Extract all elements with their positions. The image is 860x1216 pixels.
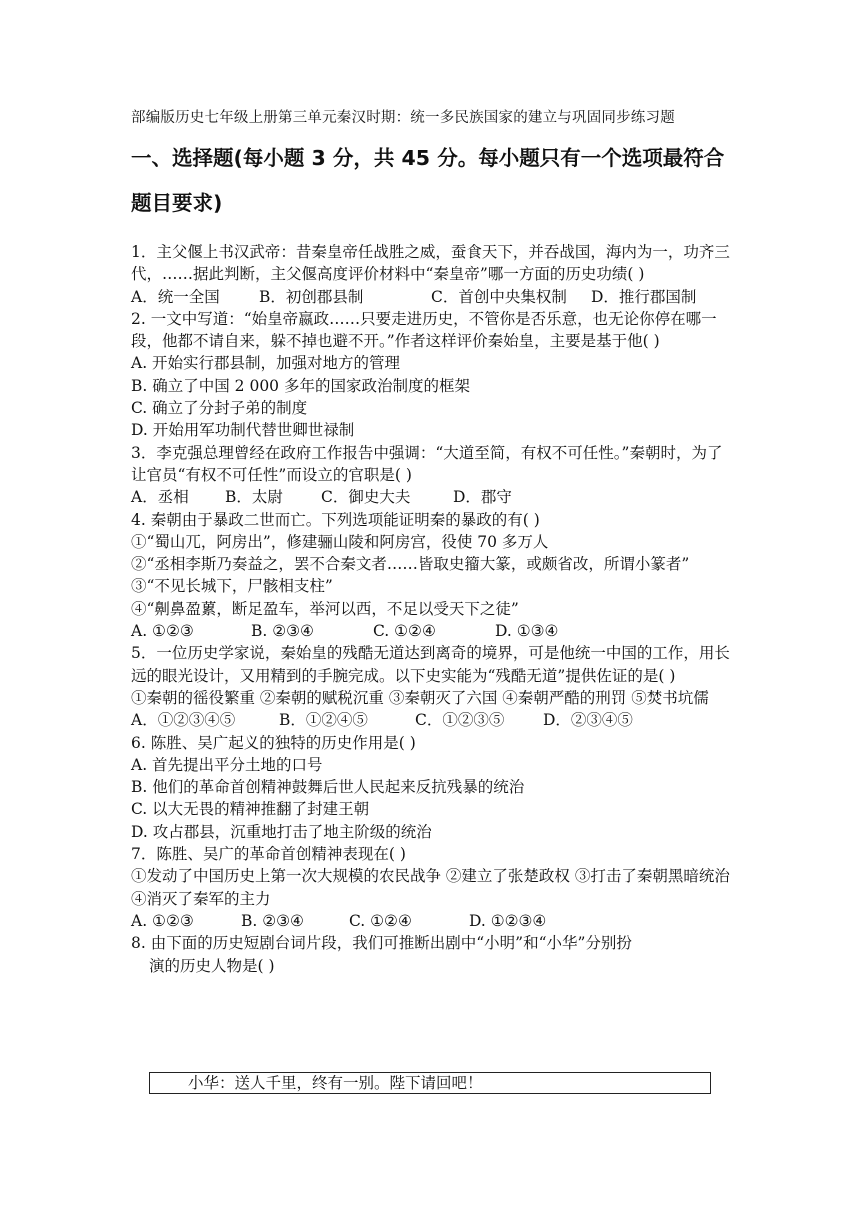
question-5-options	[131, 709, 733, 731]
question-4-options	[131, 620, 733, 642]
q4-option-b: B. ②③④	[251, 622, 314, 641]
q4-item-2: ②“丞相李斯乃奏益之，罢不合秦文者……皆取史籀大篆，或颇省改，所谓小篆者”	[131, 555, 690, 574]
q1-option-a: A．统一全国	[131, 287, 220, 306]
question-8-stem-line1: 8. 由下面的历史短剧台词片段，我们可推断出剧中“小明”和“小华”分别扮	[131, 934, 632, 953]
q3-option-a: A．丞相	[131, 488, 189, 507]
question-4-stem: 4. 秦朝由于暴政二世而亡。下列选项能证明秦的暴政的有( )	[131, 510, 540, 529]
question-7-stem: 7．陈胜、吴广的革命首创精神表现在( )	[131, 845, 406, 864]
q6-option-d: D. 攻占郡县，沉重地打击了地主阶级的统治	[131, 822, 432, 841]
q2-option-c: C. 确立了分封子弟的制度	[131, 399, 308, 418]
q4-item-3: ③“不见长城下，尸骸相支柱”	[131, 577, 333, 596]
q3-option-c: C．御史大夫	[321, 488, 411, 507]
question-3-options	[131, 486, 733, 508]
q5-option-d: D．②③④⑤	[543, 711, 633, 730]
q6-option-c: C. 以大无畏的精神推翻了封建王朝	[131, 800, 370, 819]
q5-option-b: B．①②④⑤	[279, 711, 368, 730]
document-title: 部编版历史七年级上册第三单元秦汉时期：统一多民族国家的建立与巩固同步练习题	[131, 110, 675, 126]
q4-item-1: ①“蜀山兀，阿房出”，修建骊山陵和阿房宫，役使 70 多万人	[131, 532, 549, 551]
q7-option-d: D. ①②③④	[469, 911, 547, 930]
q1-option-b: B．初创郡县制	[259, 287, 364, 306]
q4-item-4: ④“劓鼻盈蔂，断足盈车，举河以西，不足以受天下之徒”	[131, 599, 519, 618]
q6-option-a: A. 首先提出平分土地的口号	[131, 755, 323, 774]
q8-script-quote: 小华：送人千里，终有一别。陛下请回吧！	[188, 1074, 483, 1092]
q4-option-d: D. ①③④	[495, 622, 559, 641]
q3-option-b: B．太尉	[225, 488, 283, 507]
q8-script-quote-box	[149, 1072, 711, 1094]
q4-option-a: A. ①②③	[131, 622, 194, 641]
q5-option-a: A．①②③④⑤	[131, 711, 236, 730]
q5-option-c: C．①②③⑤	[415, 711, 505, 730]
question-list	[131, 241, 733, 977]
question-7-options	[131, 910, 733, 932]
question-3-stem: 3．李克强总理曾经在政府工作报告中强调：“大道至简，有权不可任性。”秦朝时，为了让官员“有权不可任性”而设立的官职是( )	[131, 443, 723, 484]
q6-option-b: B. 他们的革命首创精神鼓舞后世人民起来反抗残暴的统治	[131, 778, 525, 797]
question-8-stem-line2: 演的历史人物是( )	[149, 956, 275, 975]
q1-option-d: D．推行郡国制	[591, 287, 697, 306]
q2-option-a: A. 开始实行郡县制，加强对地方的管理	[131, 354, 401, 373]
q2-option-d: D. 开始用军功制代替世卿世禄制	[131, 421, 355, 440]
question-6-stem: 6. 陈胜、吴广起义的独特的历史作用是( )	[131, 733, 416, 752]
q3-option-d: D．郡守	[453, 488, 512, 507]
question-5-stem: 5．一位历史学家说，秦始皇的残酷无道达到离奇的境界，可是他统一中国的工作，用长远的眼光设计，又用精到的手腕完成。以下史实能为“残酷无道”提供佐证的是( )	[131, 644, 730, 685]
q1-option-c: C．首创中央集权制	[431, 287, 567, 306]
q5-items: ①秦朝的徭役繁重 ②秦朝的赋税沉重 ③秦朝灭了六国 ④秦朝严酷的刑罚 ⑤焚书坑儒	[131, 688, 709, 707]
question-1-stem: 1．主父偃上书汉武帝：昔秦皇帝任战胜之威，蚕食天下，并吞战国，海内为一，功齐三代，……据此判断，主父偃高度评价材料中“秦皇帝”哪一方面的历史功绩( )	[131, 243, 730, 284]
q7-option-b: B. ②③④	[241, 911, 304, 930]
question-2-stem: 2. 一文中写道：“始皇帝嬴政……只要走进历史，不管你是否乐意，也无论你停在哪一段，他都不请自来，躲不掉也避不开。”作者这样评价秦始皇，主要是基于他( )	[131, 309, 717, 351]
q2-option-b: B. 确立了中国 2 000 多年的国家政治制度的框架	[131, 376, 470, 395]
q4-option-c: C. ①②④	[373, 622, 436, 641]
q7-option-c: C. ①②④	[349, 911, 412, 930]
question-1-options	[131, 286, 733, 308]
q7-option-a: A. ①②③	[131, 911, 194, 930]
section-heading: 一、选择题(每小题 3 分，共 45 分。每小题只有一个选项最符合题目要求)	[131, 146, 725, 215]
q7-items: ①发动了中国历史上第一次大规模的农民战争 ②建立了张楚政权 ③打击了秦朝黑暗统治 ④消灭了秦军的主力	[131, 867, 730, 908]
